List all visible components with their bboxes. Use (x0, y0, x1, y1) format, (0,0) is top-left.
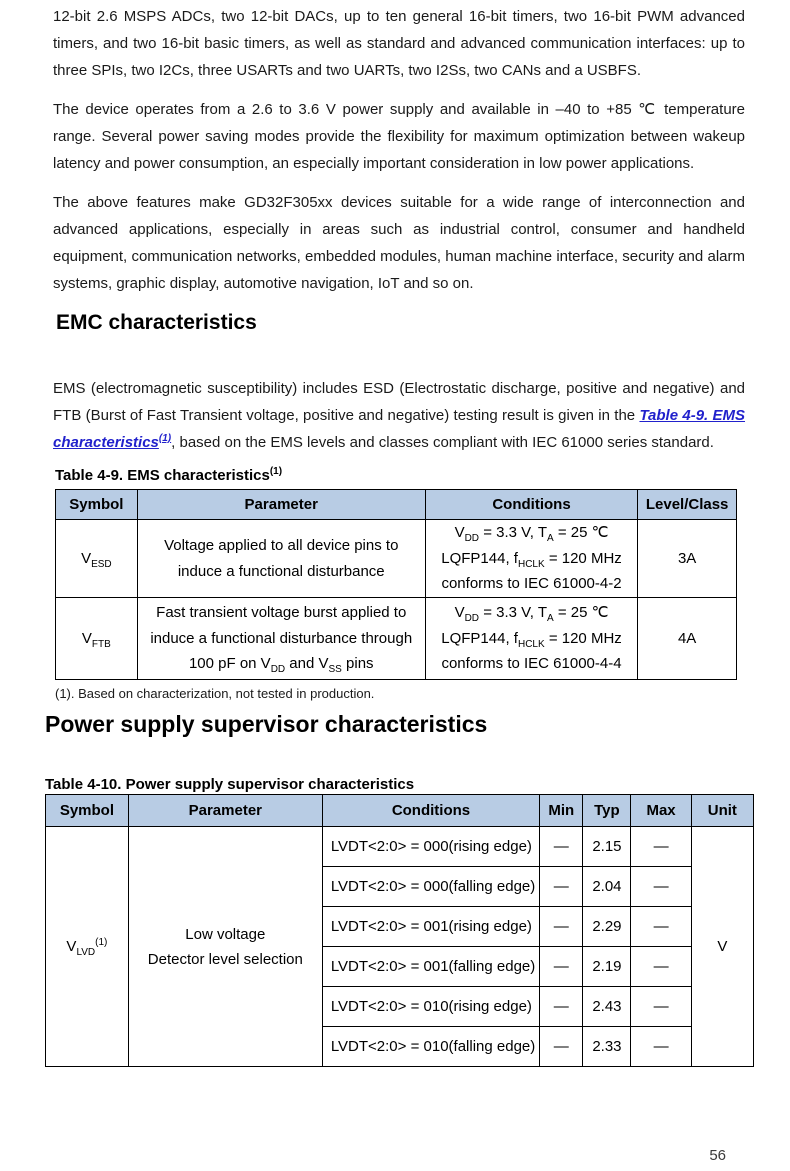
min-cell: — (540, 1027, 583, 1067)
table-4-9-header-row (56, 490, 737, 520)
parameter-line: Detector level selection (147, 950, 303, 968)
symbol-cell-vesd: $V_{ESD}$ (56, 520, 138, 598)
table-row-vftb (56, 598, 737, 680)
level-class-cell: 3A (638, 520, 737, 598)
typ-cell: 2.29 (583, 907, 631, 947)
max-cell: — (631, 867, 691, 907)
parameter-line: Low voltage (185, 925, 266, 943)
condition-line: LQFP144, $f_{HCLK} = 120$ MHz (441, 629, 622, 650)
typ-cell: 2.33 (583, 1027, 631, 1067)
max-cell: — (631, 827, 691, 867)
paragraph-ems-intro: EMS (electromagnetic susceptibility) includes ESD (Electrostatic discharge, positive and negative) and FTB (Burst of Fast Transient voltage, positive and negative) testing result is given in the Table 4-9. EMS characteristics$^{(1)}$, based on the EMS levels and classes compliant with IEC 61000 series standard. (53, 380, 746, 451)
typ-cell: 2.15 (583, 827, 631, 867)
link-table-4-9-superscript[interactable]: (1) (158, 433, 172, 444)
condition-line: conforms to IEC 61000-4-4 (441, 655, 622, 673)
condition-line: $V_{DD} = 3.3$ V, $T_A = 25$ ℃ (454, 604, 609, 625)
condition-line: LQFP144, $f_{HCLK} = 120$ MHz (441, 549, 622, 570)
condition-cell: LVDT<2:0> = 000(falling edge) (322, 867, 539, 907)
parameter-cell (137, 520, 425, 598)
condition-cell: LVDT<2:0> = 001(falling edge) (322, 947, 539, 987)
table-row-vesd (56, 520, 737, 598)
parameter-cell (137, 598, 425, 680)
max-cell: — (631, 987, 691, 1027)
paragraph-applications: The above features make GD32F305xx devices suitable for a wide range of interconnection and advanced applications, especially in areas such as industrial control, consumer and handheld equipment, communication networks, embedded modules, human machine interface, security and alarm systems, graphic display, automotive navigation, IoT and so on. (53, 194, 745, 292)
condition-line: $V_{DD} = 3.3$ V, $T_A = 25$ ℃ (454, 524, 609, 545)
typ-cell: 2.43 (583, 987, 631, 1027)
table-4-9-ems-characteristics (55, 489, 737, 680)
typ-cell: 2.19 (583, 947, 631, 987)
column-header-conditions: Conditions (322, 795, 539, 827)
unit-cell: V (691, 827, 753, 1067)
min-cell: — (540, 827, 583, 867)
max-cell: — (631, 907, 691, 947)
column-header-level-class: Level/Class (638, 490, 737, 520)
min-cell: — (540, 907, 583, 947)
table-4-10-header-row (46, 795, 754, 827)
column-header-parameter: Parameter (128, 795, 322, 827)
column-header-conditions: Conditions (425, 490, 637, 520)
parameter-cell (128, 827, 322, 1067)
parameter-line: induce a functional disturbance (177, 562, 385, 580)
column-header-symbol: Symbol (46, 795, 129, 827)
max-cell: — (631, 947, 691, 987)
symbol-cell-vlvd: $V_{LVD}^{(1)}$ (46, 827, 129, 1067)
heading-power-supply-supervisor: Power supply supervisor characteristics (45, 711, 488, 737)
level-class-cell: 4A (638, 598, 737, 680)
column-header-max: Max (631, 795, 691, 827)
condition-cell: LVDT<2:0> = 000(rising edge) (322, 827, 539, 867)
typ-cell: 2.04 (583, 867, 631, 907)
paragraph-power-supply-range: The device operates from a 2.6 to 3.6 V power supply and available in –40 to +85 ℃ temperature range. Several power saving modes provide the flexibility for maximum optimization between wakeup latency and power consumption, an especially important consideration in low power applications. (53, 101, 745, 172)
condition-cell: LVDT<2:0> = 001(rising edge) (322, 907, 539, 947)
table-4-10-caption: Table 4-10. Power supply supervisor characteristics (45, 776, 415, 793)
condition-cell: LVDT<2:0> = 010(rising edge) (322, 987, 539, 1027)
page-number: 56 (709, 1147, 726, 1164)
symbol-cell-vftb: $V_{FTB}$ (56, 598, 138, 680)
parameter-line: induce a functional disturbance through (150, 629, 413, 647)
min-cell: — (540, 947, 583, 987)
parameter-line: 100 pF on $V_{DD}$ and $V_{SS}$ pins (188, 655, 374, 676)
table-4-9-caption: Table 4-9. EMS characteristics$^{(1)}$ (55, 466, 283, 484)
min-cell: — (540, 987, 583, 1027)
heading-emc-characteristics: EMC characteristics (56, 311, 257, 334)
parameter-line: Fast transient voltage burst applied to (156, 604, 407, 622)
parameter-line: Voltage applied to all device pins to (164, 537, 399, 554)
table-4-10-power-supply-supervisor (45, 794, 754, 1067)
conditions-cell (425, 598, 637, 680)
condition-line: conforms to IEC 61000-4-2 (441, 575, 622, 593)
max-cell: — (631, 1027, 691, 1067)
paragraph-peripherals: 12-bit 2.6 MSPS ADCs, two 12-bit DACs, up to ten general 16-bit timers, two 16-bit PWM advanced timers, and two 16-bit basic timers, as well as standard and advanced communication interfaces: up to three SPIs, two I2Cs, three USARTs and two UARTs, two I2Ss, two CANs and a USBFS. (53, 8, 745, 79)
column-header-typ: Typ (583, 795, 631, 827)
column-header-parameter: Parameter (137, 490, 425, 520)
link-table-4-9[interactable]: Table 4-9. EMS characteristics (53, 407, 746, 451)
column-header-min: Min (540, 795, 583, 827)
column-header-symbol: Symbol (56, 490, 138, 520)
table-row-lvd (46, 827, 754, 867)
conditions-cell (425, 520, 637, 598)
condition-cell: LVDT<2:0> = 010(falling edge) (322, 1027, 539, 1067)
column-header-unit: Unit (691, 795, 753, 827)
table-4-9-footnote: (1). Based on characterization, not tested in production. (55, 686, 375, 701)
min-cell: — (540, 867, 583, 907)
